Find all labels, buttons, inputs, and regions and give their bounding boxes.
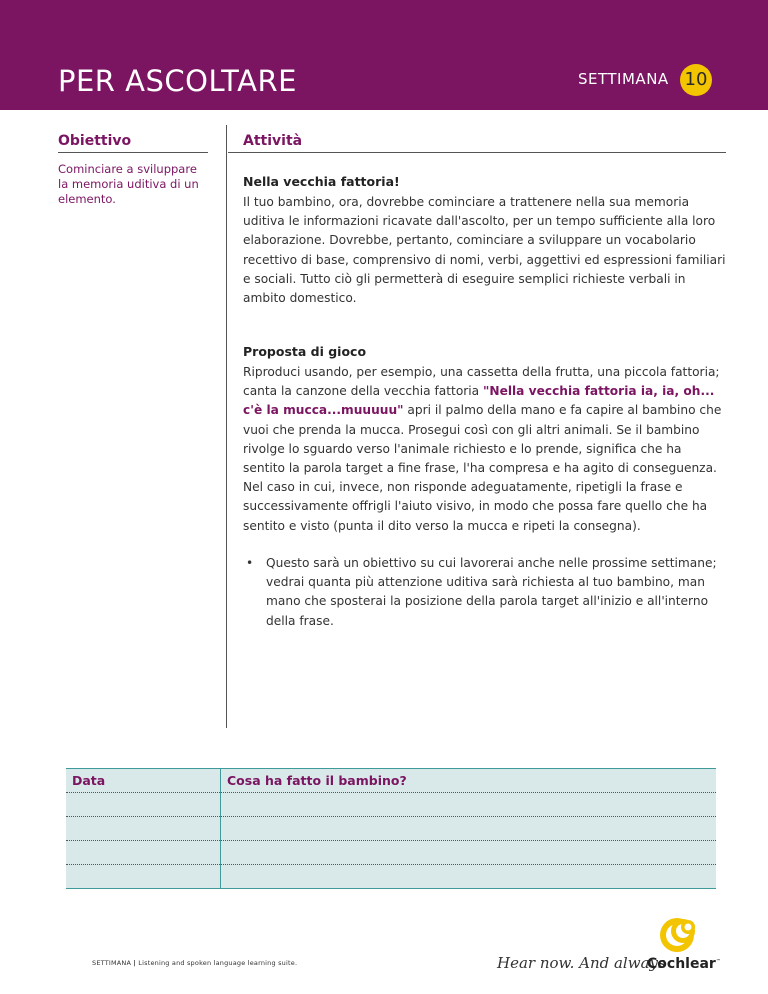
week-number-badge: 10 <box>680 64 712 96</box>
game-body-part2: apri il palmo della mano e fa capire al bambino che vuoi che prenda la mucca. Prosegui così con gli altri animali. Se il bambino rivolge lo sguardo verso l'animale richiesto e lo prende, significa che ha sentito la parola target a fine frase, l'ha compresa e ha agito di conseguenza. Nel caso in cui, invece, non risponde adeguatamente, ripetigli la frase e successivamente offrigli l'aiuto visivo, in modo che possa fare quello che ha sentito e visto (punta il dito verso la mucca e ripeti la consegna). <box>243 403 722 533</box>
bullet-item <box>243 554 727 631</box>
date-cell[interactable] <box>66 865 221 889</box>
bullet-text: Questo sarà un obiettivo su cui lavorerai anche nelle prossime settimane; vedrai quanta più attenzione uditiva sarà richiesta al tuo bambino, man mano che sposterai la posizione della parola target all'inizio e all'interno della frase. <box>266 556 717 628</box>
footer-separator: | <box>133 959 136 967</box>
activity-heading: Attività <box>243 133 303 149</box>
game-title: Proposta di gioco <box>243 344 367 359</box>
activity-title: Nella vecchia fattoria! <box>243 174 400 189</box>
table-row <box>66 865 716 889</box>
page-header <box>0 0 768 110</box>
game-body-part1: Riproduci usando, per esempio, una cassetta della frutta, una piccola fattoria; canta la canzone della vecchia fattoria <box>243 365 720 399</box>
trademark-mark: ™ <box>715 958 721 965</box>
table-row <box>66 817 716 841</box>
heading-divider-right <box>228 152 726 153</box>
table-row <box>66 841 716 865</box>
song-title: "Nella vecchia fattoria ia, ia, oh... c'è la mucca...muuuuu" <box>243 384 715 418</box>
notes-cell[interactable] <box>221 817 717 841</box>
week-label: SETTIMANA <box>578 70 669 88</box>
page-title: PER ASCOLTARE <box>58 64 297 98</box>
notes-cell[interactable] <box>221 793 717 817</box>
game-body <box>243 363 727 536</box>
footer-suite: Listening and spoken language learning suite. <box>138 959 298 967</box>
table-row <box>66 793 716 817</box>
objective-heading: Obiettivo <box>58 133 132 149</box>
date-column-header: Data <box>66 769 221 793</box>
date-cell[interactable] <box>66 793 221 817</box>
objective-text: Cominciare a sviluppare la memoria uditiva di un elemento. <box>58 162 199 206</box>
bullet-icon: • <box>246 556 254 570</box>
footer-label: SETTIMANA <box>92 959 132 967</box>
notes-column-header: Cosa ha fatto il bambino? <box>221 769 717 793</box>
footer-text <box>92 959 297 967</box>
table-header-row <box>66 769 716 793</box>
brand-text: Cochlear <box>647 956 716 972</box>
column-divider <box>226 125 227 728</box>
cochlear-logo-icon <box>656 910 704 956</box>
activity-body: Il tuo bambino, ora, dovrebbe cominciare a trattenere nella sua memoria uditiva le informazioni ricavate dall'ascolto, per un tempo sufficiente alla loro elaborazione. Dovrebbe, pertanto, cominciare a sviluppare un vocabolario recettivo di base, comprensivo di nomi, verbi, aggettivi ed espressioni familiari e sociali. Tutto ciò gli permetterà di eseguire semplici richieste verbali in ambito domestico. <box>243 195 726 306</box>
notes-cell[interactable] <box>221 841 717 865</box>
heading-divider-left <box>58 152 208 153</box>
date-cell[interactable] <box>66 841 221 865</box>
notes-cell[interactable] <box>221 865 717 889</box>
date-cell[interactable] <box>66 817 221 841</box>
progress-log-table <box>66 768 716 889</box>
brand-tagline: Hear now. And always <box>497 954 666 972</box>
brand-name <box>647 956 721 972</box>
